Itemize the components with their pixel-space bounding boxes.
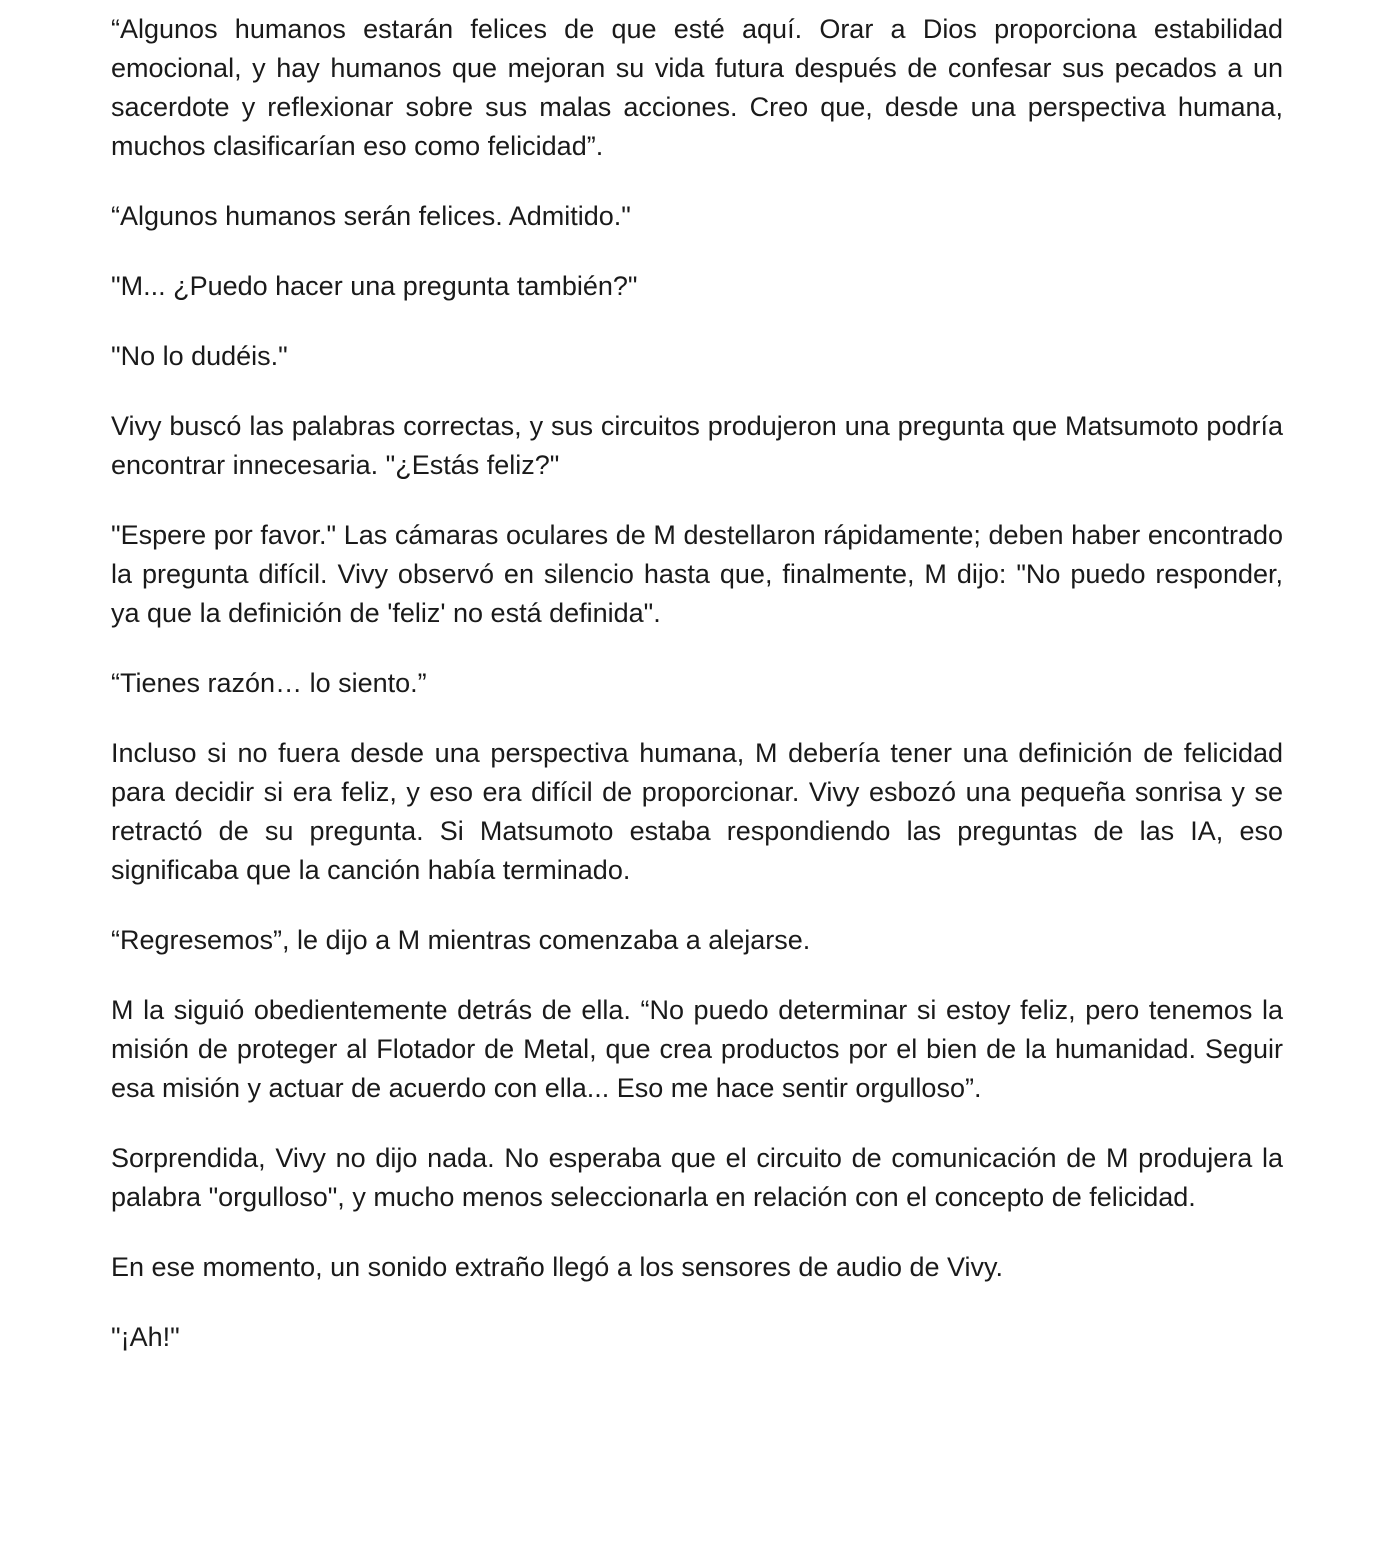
paragraph: "¡Ah!" <box>111 1322 180 1352</box>
paragraph: Vivy buscó las palabras correctas, y sus circuitos produjeron una pregunta que Matsumoto podría encontrar innecesaria. "¿Estás feliz?" <box>111 411 1283 480</box>
paragraph: “Algunos humanos serán felices. Admitido." <box>111 201 631 231</box>
paragraph: Sorprendida, Vivy no dijo nada. No esperaba que el circuito de comunicación de M produjera la palabra "orgulloso", y mucho menos seleccionarla en relación con el concepto de felicidad. <box>111 1143 1283 1212</box>
paragraph: “Tienes razón… lo siento.” <box>111 668 427 698</box>
paragraph: “Regresemos”, le dijo a M mientras comenzaba a alejarse. <box>111 925 811 955</box>
document-page <box>111 10 1283 1388</box>
paragraph: En ese momento, un sonido extraño llegó a los sensores de audio de Vivy. <box>111 1252 1004 1282</box>
paragraph: "Espere por favor." Las cámaras oculares de M destellaron rápidamente; deben haber encontrado la pregunta difícil. Vivy observó en silencio hasta que, finalmente, M dijo: "No puedo responder, ya que la definición de 'feliz' no está definida". <box>111 520 1283 628</box>
paragraph: "No lo dudéis." <box>111 341 288 371</box>
paragraph: “Algunos humanos estarán felices de que esté aquí. Orar a Dios proporciona estabilidad emocional, y hay humanos que mejoran su vida futura después de confesar sus pecados a un sacerdote y reflexionar sobre sus malas acciones. Creo que, desde una perspectiva humana, muchos clasificarían eso como felicidad”. <box>111 14 1283 161</box>
paragraph: Incluso si no fuera desde una perspectiva humana, M debería tener una definición de felicidad para decidir si era feliz, y eso era difícil de proporcionar. Vivy esbozó una pequeña sonrisa y se retractó de su pregunta. Si Matsumoto estaba respondiendo las preguntas de las IA, eso significaba que la canción había terminado. <box>111 738 1283 885</box>
paragraph: "M... ¿Puedo hacer una pregunta también?" <box>111 271 638 301</box>
paragraph: M la siguió obedientemente detrás de ella. “No puedo determinar si estoy feliz, pero tenemos la misión de proteger al Flotador de Metal, que crea productos por el bien de la humanidad. Seguir esa misión y actuar de acuerdo con ella... Eso me hace sentir orgulloso”. <box>111 995 1283 1103</box>
